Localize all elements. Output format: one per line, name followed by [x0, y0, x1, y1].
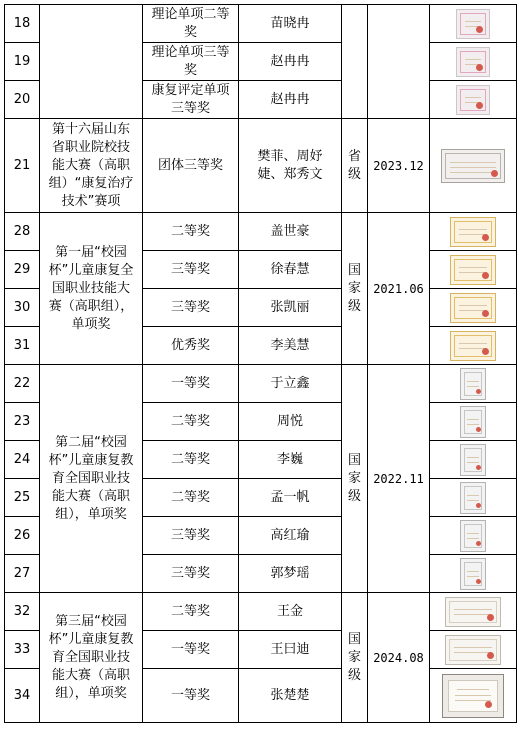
award-cell: 优秀奖 — [143, 327, 239, 365]
date-cell: 2021.06 — [368, 213, 430, 365]
row-number: 24 — [5, 441, 40, 479]
certificate-cell — [430, 5, 517, 43]
winner-cell: 李美慧 — [239, 327, 342, 365]
competition-cell: 第三届“校园杯”儿童康复教育全国职业技能大赛（高职组），单项奖 — [40, 593, 143, 723]
certificate-image[interactable] — [460, 520, 486, 552]
certificate-image[interactable] — [456, 47, 490, 77]
level-cell: 国家级 — [342, 593, 368, 723]
row-number: 22 — [5, 365, 40, 403]
certificate-cell — [430, 213, 517, 251]
level-cell: 国家级 — [342, 365, 368, 593]
row-number: 34 — [5, 669, 40, 723]
winner-cell: 赵冉冉 — [239, 81, 342, 119]
level-cell: 省级 — [342, 119, 368, 213]
certificate-cell — [430, 43, 517, 81]
row-number: 18 — [5, 5, 40, 43]
award-cell: 团体三等奖 — [143, 119, 239, 213]
award-cell: 康复评定单项三等奖 — [143, 81, 239, 119]
winner-cell: 郭梦瑶 — [239, 555, 342, 593]
row-number: 31 — [5, 327, 40, 365]
winner-cell: 赵冉冉 — [239, 43, 342, 81]
certificate-cell — [430, 251, 517, 289]
certificate-image[interactable] — [450, 255, 496, 285]
certificate-cell — [430, 593, 517, 631]
winner-cell: 周悦 — [239, 403, 342, 441]
row-number: 21 — [5, 119, 40, 213]
certificate-image[interactable] — [445, 597, 501, 627]
date-cell-empty — [368, 5, 430, 119]
winner-cell: 张凯丽 — [239, 289, 342, 327]
certificate-image[interactable] — [450, 293, 496, 323]
row-number: 19 — [5, 43, 40, 81]
table-row — [5, 5, 517, 43]
competition-cell: 第二届“校园杯”儿童康复教育全国职业技能大赛（高职组），单项奖 — [40, 365, 143, 593]
award-cell: 二等奖 — [143, 403, 239, 441]
level-cell: 国家级 — [342, 213, 368, 365]
date-cell: 2024.08 — [368, 593, 430, 723]
certificate-cell — [430, 119, 517, 213]
certificate-image[interactable] — [460, 406, 486, 438]
award-cell: 三等奖 — [143, 555, 239, 593]
certificate-image[interactable] — [460, 558, 486, 590]
row-number: 26 — [5, 517, 40, 555]
row-number: 20 — [5, 81, 40, 119]
winner-cell: 于立鑫 — [239, 365, 342, 403]
certificate-image[interactable] — [445, 635, 501, 665]
table-row — [5, 593, 517, 631]
competition-cell-empty — [40, 5, 143, 119]
date-cell: 2023.12 — [368, 119, 430, 213]
row-number: 23 — [5, 403, 40, 441]
certificate-cell — [430, 669, 517, 723]
certificate-cell — [430, 403, 517, 441]
row-number: 32 — [5, 593, 40, 631]
certificate-image[interactable] — [450, 331, 496, 361]
certificate-cell — [430, 555, 517, 593]
award-cell: 二等奖 — [143, 479, 239, 517]
certificate-image[interactable] — [456, 9, 490, 39]
certificate-cell — [430, 327, 517, 365]
certificate-cell — [430, 365, 517, 403]
winner-cell: 王曰迪 — [239, 631, 342, 669]
winner-cell: 高红瑜 — [239, 517, 342, 555]
winner-cell: 苗晓冉 — [239, 5, 342, 43]
award-cell: 一等奖 — [143, 365, 239, 403]
certificate-image[interactable] — [460, 368, 486, 400]
winner-cell: 张楚楚 — [239, 669, 342, 723]
award-cell: 二等奖 — [143, 593, 239, 631]
certificate-cell — [430, 81, 517, 119]
award-cell: 一等奖 — [143, 669, 239, 723]
row-number: 25 — [5, 479, 40, 517]
certificate-image[interactable] — [450, 217, 496, 247]
date-cell: 2022.11 — [368, 365, 430, 593]
winner-cell: 王金 — [239, 593, 342, 631]
level-cell-empty — [342, 5, 368, 119]
award-cell: 三等奖 — [143, 517, 239, 555]
row-number: 33 — [5, 631, 40, 669]
certificate-image[interactable] — [456, 85, 490, 115]
table-row — [5, 365, 517, 403]
row-number: 30 — [5, 289, 40, 327]
certificate-cell — [430, 479, 517, 517]
winner-cell: 孟一帆 — [239, 479, 342, 517]
award-cell: 理论单项三等奖 — [143, 43, 239, 81]
award-cell: 二等奖 — [143, 441, 239, 479]
row-number: 29 — [5, 251, 40, 289]
winner-cell: 李巍 — [239, 441, 342, 479]
certificate-image[interactable] — [441, 149, 505, 183]
award-cell: 一等奖 — [143, 631, 239, 669]
award-cell: 理论单项二等奖 — [143, 5, 239, 43]
certificate-cell — [430, 517, 517, 555]
competition-cell: 第一届“校园杯”儿童康复全国职业技能大赛（高职组），单项奖 — [40, 213, 143, 365]
table-row — [5, 119, 517, 213]
certificate-image[interactable] — [442, 674, 504, 718]
certificate-image[interactable] — [460, 444, 486, 476]
certificate-cell — [430, 631, 517, 669]
certificate-cell — [430, 441, 517, 479]
winner-cell: 徐春慧 — [239, 251, 342, 289]
winner-cell: 樊菲、周妤婕、郑秀文 — [239, 119, 342, 213]
winner-cell: 盖世豪 — [239, 213, 342, 251]
certificate-cell — [430, 289, 517, 327]
award-cell: 三等奖 — [143, 289, 239, 327]
award-cell: 二等奖 — [143, 213, 239, 251]
row-number: 27 — [5, 555, 40, 593]
table-row — [5, 213, 517, 251]
award-cell: 三等奖 — [143, 251, 239, 289]
certificate-image[interactable] — [460, 482, 486, 514]
row-number: 28 — [5, 213, 40, 251]
competition-cell: 第十六届山东省职业院校技能大赛（高职组）“康复治疗技术”赛项 — [40, 119, 143, 213]
awards-table — [4, 4, 517, 723]
